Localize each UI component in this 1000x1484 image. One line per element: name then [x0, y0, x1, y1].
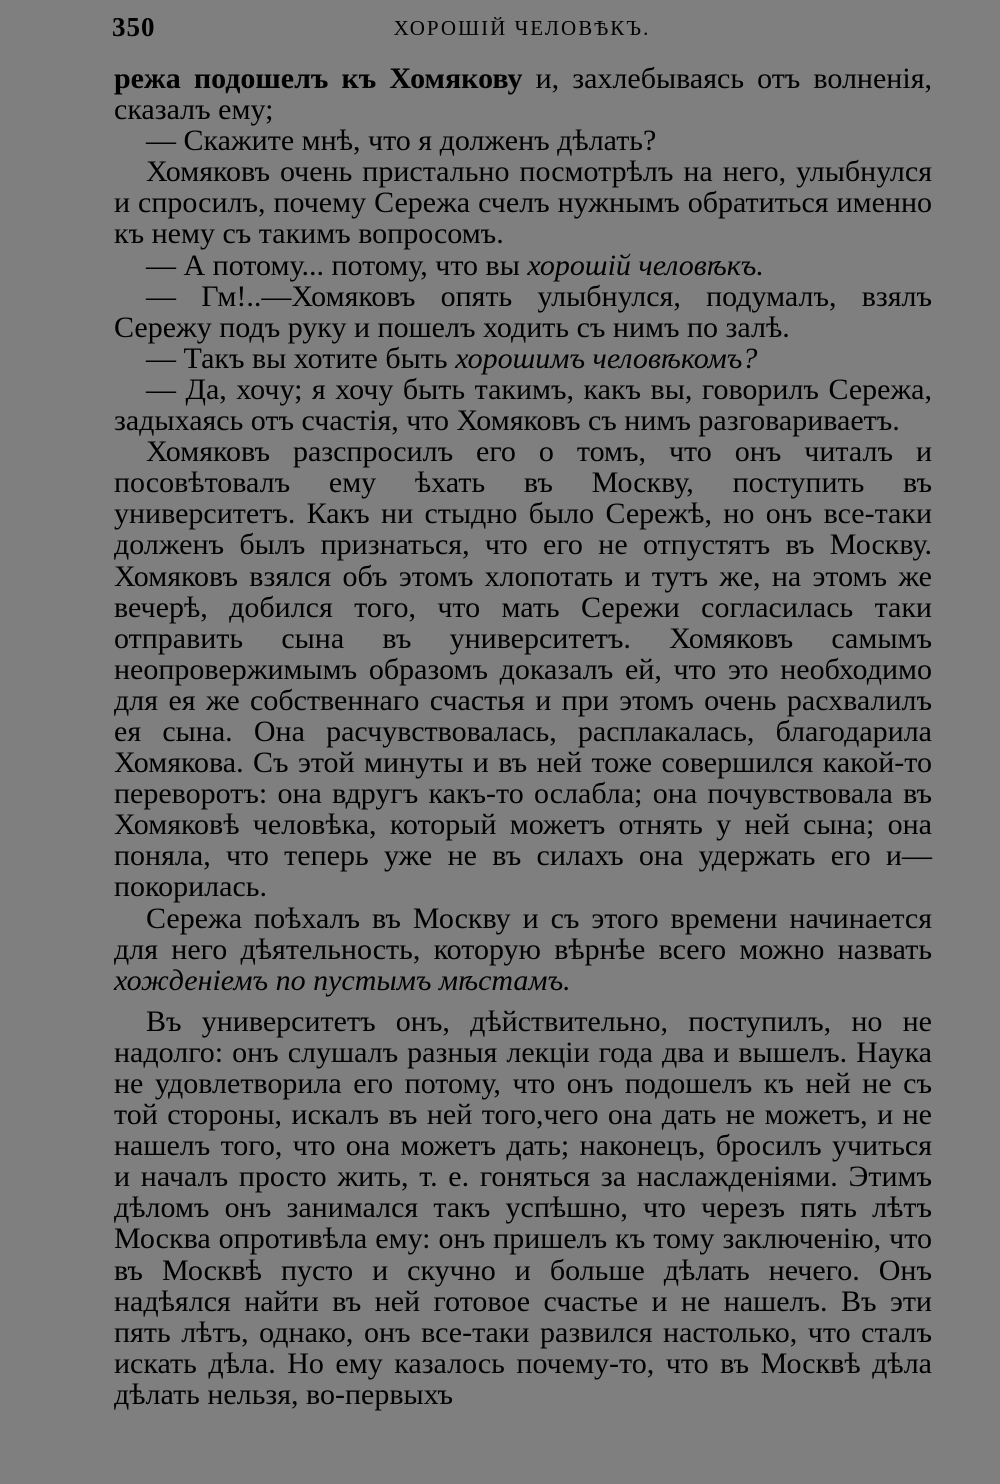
paragraph-p8: [114, 436, 932, 902]
paragraph-text-span: хорошій человѣкъ.: [527, 248, 764, 282]
paragraph-p1: [114, 63, 932, 125]
paragraph-p6: [114, 343, 932, 374]
running-title: ХОРОШІЙ ЧЕЛОВѢКЪ.: [393, 16, 651, 40]
paragraph-text-span: — Такъ вы хотите быть: [146, 341, 456, 375]
paragraph-text-span: режа подошелъ къ Хомякову: [114, 62, 523, 95]
paragraph-text-span: Хомяковъ разспросилъ его о томъ, что онъ читалъ и посовѣтовалъ ему ѣхать въ Москву, поступить въ университетъ. Какъ ни стыдно было Сережѣ, но онъ все-таки долженъ былъ признаться, что его не отпустятъ въ Москву. Хомяковъ взялся объ этомъ хлопотать и тутъ же, на этомъ же вечерѣ, добился того, что мать Сережи согласилась таки отправить сына въ университетъ. Хомяковъ самымъ неопровержимымъ образомъ доказалъ ей, что это необходимо для ея же собственнаго счастья и при этомъ очень расхвалилъ ея сына. Она расчувствовалась, расплакалась, благодарила Хомякова. Съ этой минуты и въ ней тоже совершился какой-то переворотъ: она вдругъ какъ-то ослабла; она почувствовала въ Хомяковѣ человѣка, который можетъ отнять у ней сына; она поняла, что теперь уже не въ силахъ она удержать его и—покорилась.: [114, 435, 932, 904]
paragraph-text-span: Въ университетъ онъ, дѣйствительно, поступилъ, но не надолго: онъ слушалъ разныя лекціи года два и вышелъ. Наука не удовлетворила его потому, что онъ подошелъ къ ней не съ той стороны, искалъ въ ней того,чего она дать не можетъ, и не нашелъ того, что она можетъ дать; наконецъ, бросилъ учиться и началъ просто жить, т. е. гоняться за наслажденіями. Этимъ дѣломъ онъ занимался такъ успѣшно, что черезъ пять лѣтъ Москва опротивѣла ему: онъ пришелъ къ тому заключенію, что въ Москвѣ пусто и скучно и больше дѣлать нечего. Онъ надѣялся найти въ ней готовое счастье и не нашелъ. Въ эти пять лѣтъ, однако, онъ все-таки развился настолько, что сталъ искать дѣла. Но ему казалось почему-то, что въ Москвѣ дѣла дѣлать нельзя, во-первыхъ: [114, 1004, 932, 1411]
paragraph-text-span: — А потому... потому, что вы: [146, 248, 528, 282]
paragraph-text-span: — Гм!..—Хомяковъ опять улыбнулся, подумалъ, взялъ Сережу подъ руку и пошелъ ходить съ нимъ по залѣ.: [114, 279, 932, 344]
paragraph-p5: [114, 281, 932, 343]
paragraph-text-span: — Да, хочу; я хочу быть такимъ, какъ вы, говорилъ Сережа, задыхаясь отъ счастія, что Хомяковъ съ нимъ разговариваетъ.: [114, 372, 932, 438]
paragraph-p9: [114, 903, 932, 996]
paragraph-text-span: Хомяковъ очень пристально посмотрѣлъ на него, улыбнулся и спросилъ, почему Сережа счелъ нужнымъ обратиться именно къ нему съ такимъ вопросомъ.: [114, 155, 932, 251]
paragraph-p10: [114, 1006, 932, 1410]
paragraph-p7: [114, 374, 932, 436]
paragraph-text-span: — Скажите мнѣ, что я долженъ дѣлать?: [146, 124, 657, 158]
paragraph-text-span: и, захлебываясь отъ волненія, сказалъ ему;: [114, 62, 932, 127]
body-text: [114, 63, 932, 1410]
paragraph-text-span: хорошимъ человѣкомъ?: [455, 341, 758, 375]
paragraph-text-span: хожденіемъ по пустымъ мѣстамъ.: [114, 963, 571, 997]
paragraph-text-span: Сережа поѣхалъ въ Москву и съ этого времени начинается для него дѣятельность, которую вѣрнѣе всего можно назвать: [114, 901, 932, 966]
running-head: [112, 12, 932, 48]
paragraph-p3: [114, 156, 932, 249]
page-number: 350: [112, 12, 156, 42]
paragraph-p2: [114, 125, 932, 156]
paragraph-p4: [114, 250, 932, 281]
